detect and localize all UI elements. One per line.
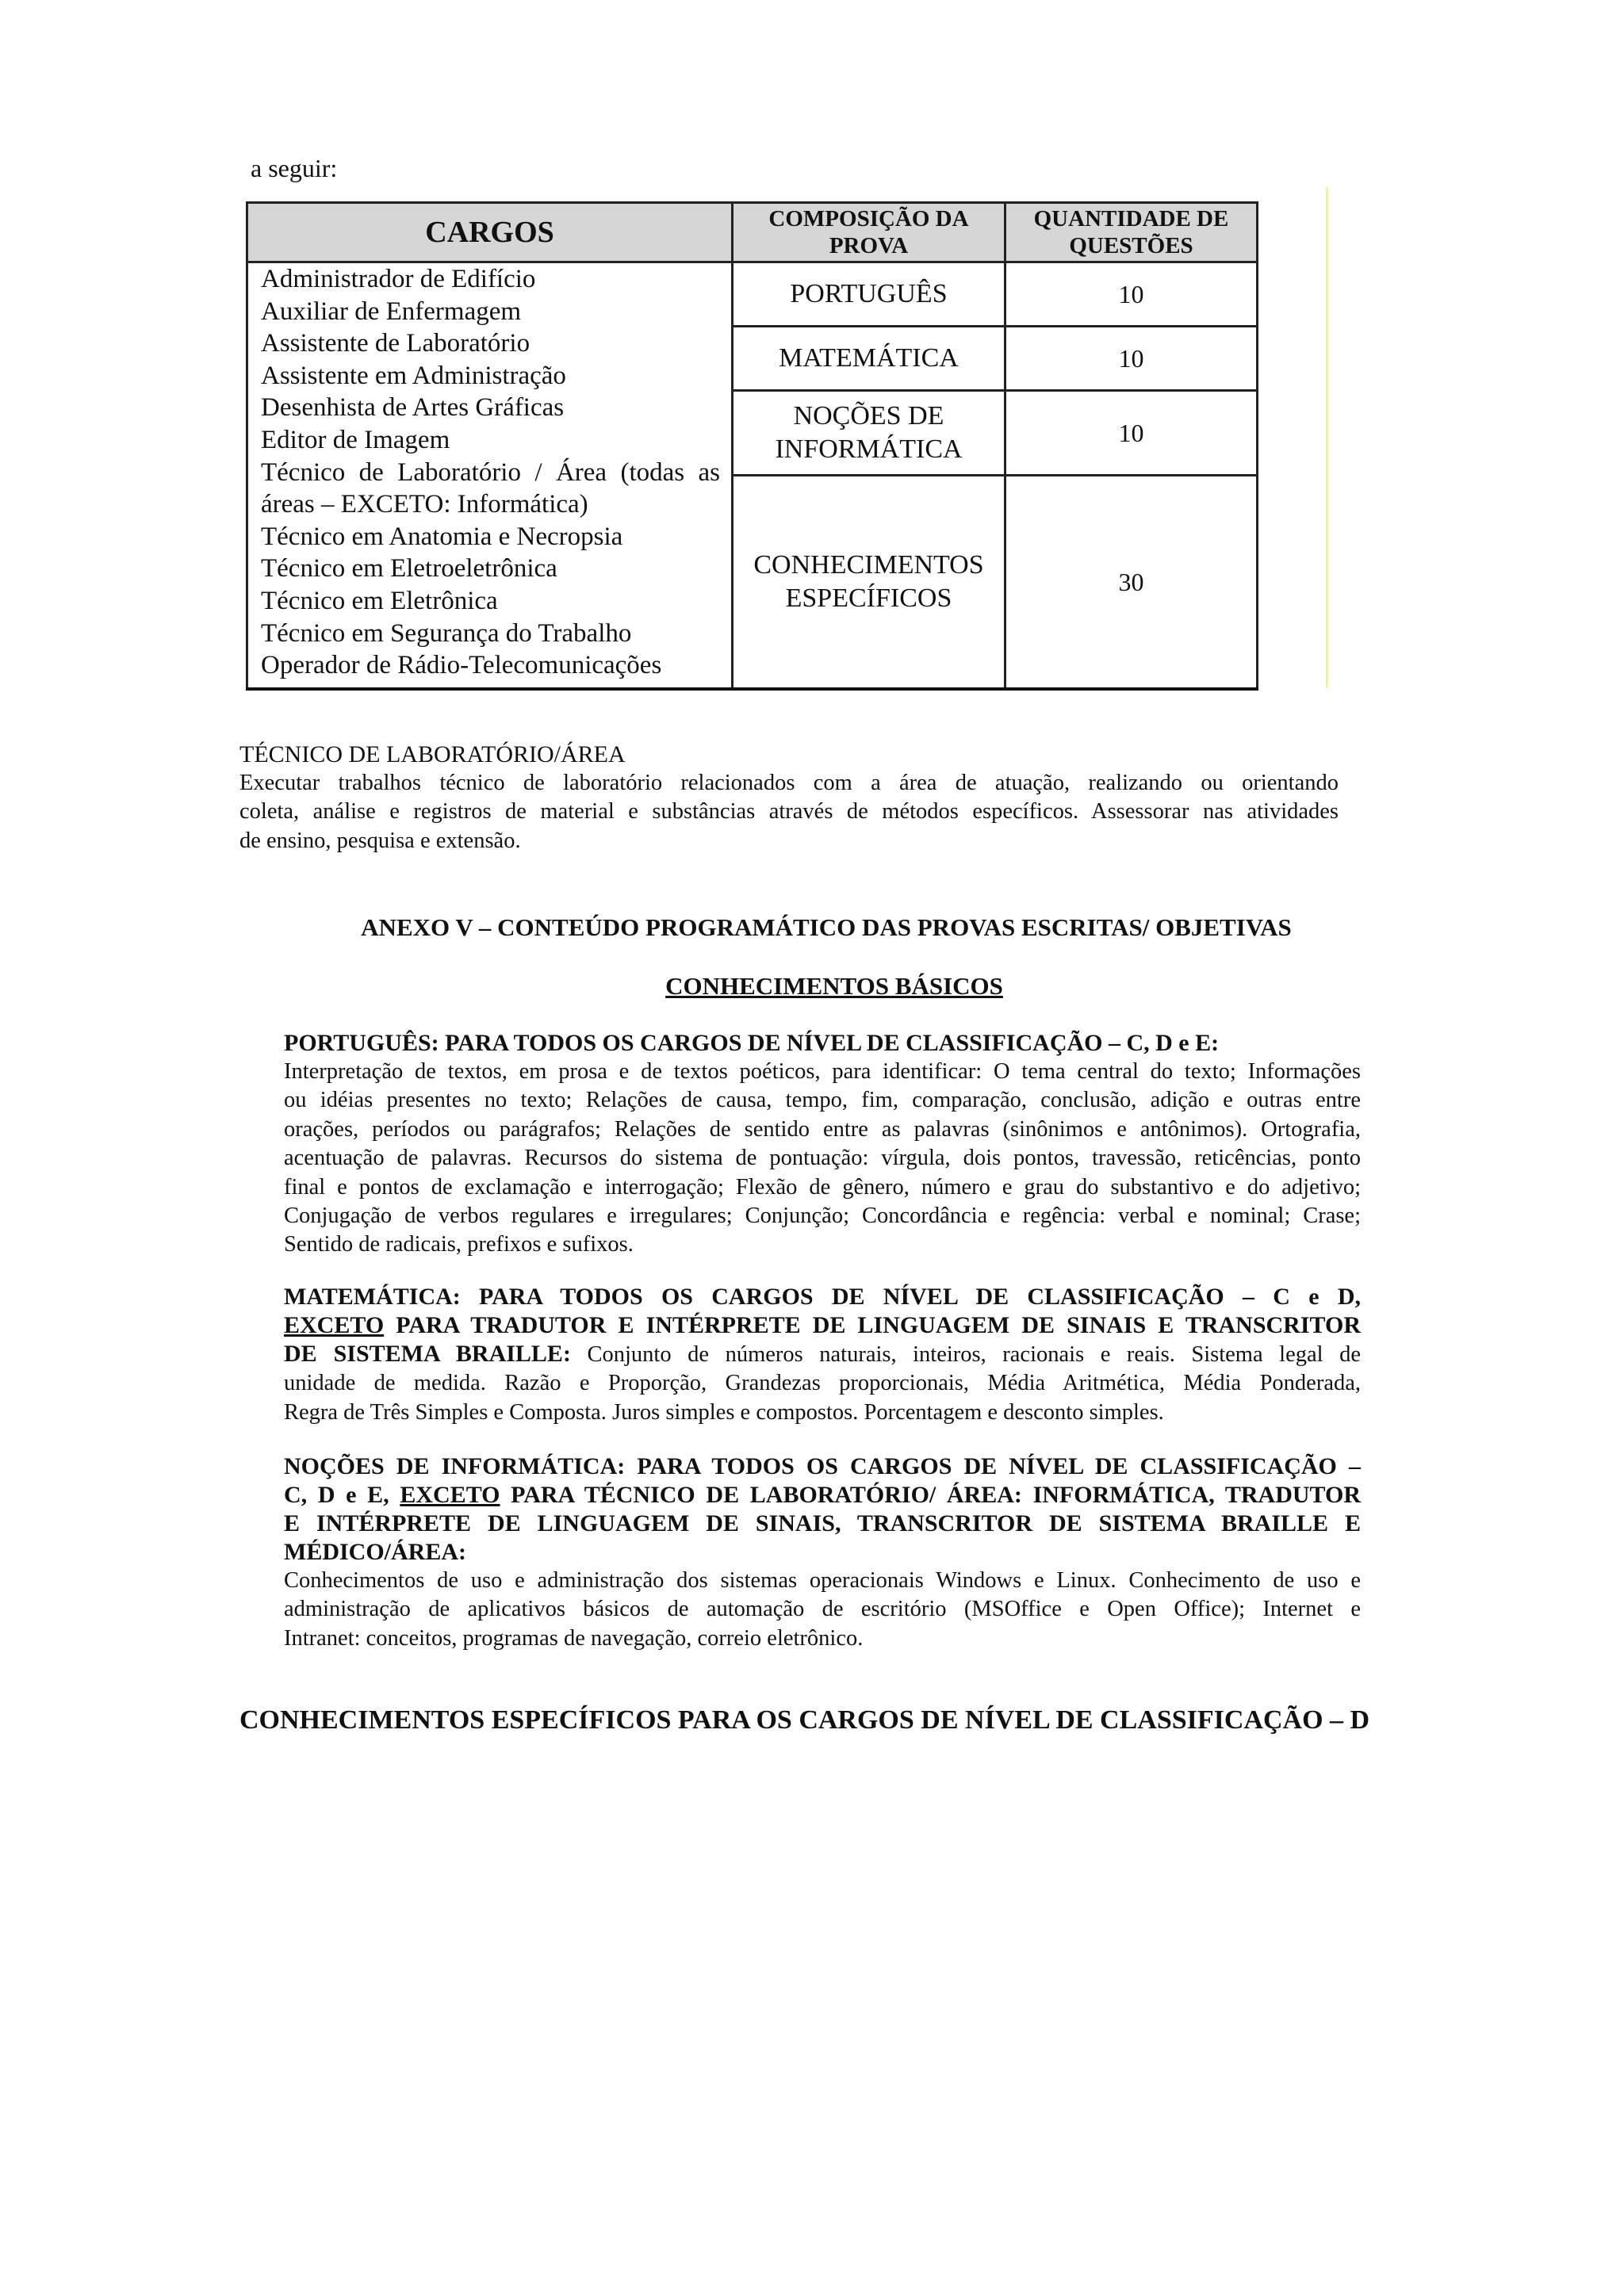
- matematica-section: [284, 1283, 1361, 1427]
- portugues-heading: PORTUGUÊS: PARA TODOS OS CARGOS DE NÍVEL DE CLASSIFICAÇÃO – C, D e E:: [284, 1030, 1220, 1056]
- tecnico-description: Executar trabalhos técnico de laboratório relacionados com a área de atuação, realizando ou orientando coleta, análise e registros de material e substâncias através de métodos específicos. Assessorar nas atividades de ensino, pesquisa e extensão.: [239, 771, 1339, 853]
- table-header-row: [247, 203, 1258, 262]
- informatica-content: Conhecimentos de uso e administração dos sistemas operacionais Windows e Linux. Conhecimento de uso e administração de aplicativos básicos de automação de escritório (MSOffice e Open Office); Internet e Intranet: conceitos, programas de navegação, correio eletrônico.: [284, 1568, 1361, 1651]
- cargo-item: Técnico em Eletrônica: [261, 586, 498, 615]
- basicos-title: CONHECIMENTOS BÁSICOS: [665, 972, 1003, 1000]
- cargo-item: Técnico em Eletroeletrônica: [261, 554, 557, 584]
- subject-cell: PORTUGUÊS: [733, 262, 1005, 327]
- cargo-item: Técnico em Segurança do Trabalho: [261, 618, 632, 648]
- table-row: [247, 262, 1258, 327]
- cargo-item: Desenhista de Artes Gráficas: [261, 393, 565, 423]
- informatica-heading: NOÇÕES DE INFORMÁTICA: PARA TODOS OS CARGOS DE NÍVEL DE CLASSIFICAÇÃO – C, D e E, EXCETO PARA TÉCNICO DE LABORATÓRIO/ ÁREA: INFORMÁTICA, TRADUTOR E INTÉRPRETE DE LINGUAGEM DE SINAIS, TRANSCRITOR DE SISTEMA BRAILLE E MÉDICO/ÁREA:: [284, 1453, 1362, 1565]
- especificos-heading: CONHECIMENTOS ESPECÍFICOS PARA OS CARGOS DE NÍVEL DE CLASSIFICAÇÃO – D: [239, 1705, 1370, 1735]
- portugues-section: [284, 1029, 1361, 1260]
- quantity-cell: 10: [1005, 391, 1258, 476]
- anexo-title: ANEXO V – CONTEÚDO PROGRAMÁTICO DAS PROVAS ESCRITAS/ OBJETIVAS: [361, 913, 1292, 941]
- cargo-item: Administrador de Edifício: [261, 265, 536, 293]
- quantity-cell: 10: [1005, 327, 1258, 391]
- informatica-section: [284, 1452, 1361, 1653]
- matematica-content: DE SISTEMA BRAILLE: Conjunto de números naturais, inteiros, racionais e reais. Sistema legal de unidade de medida. Razão e Proporção, Grandezas proporcionais, Média Aritmética, Média Ponderada, Regra de Três Simples e Composta. Juros simples e compostos. Porcentagem e desconto simples.: [284, 1341, 1361, 1425]
- cargo-item: Operador de Rádio-Telecomunicações: [261, 651, 662, 680]
- subject-cell: NOÇÕES DE INFORMÁTICA: [733, 391, 1005, 476]
- header-quantidade: QUANTIDADE DE QUESTÕES: [1005, 203, 1258, 262]
- header-composicao: COMPOSIÇÃO DA PROVA: [733, 203, 1005, 262]
- tecnico-title: TÉCNICO DE LABORATÓRIO/ÁREA: [239, 741, 626, 767]
- header-cargos: CARGOS: [247, 203, 733, 262]
- quantity-cell: 30: [1005, 476, 1258, 690]
- cargo-item: Técnico em Anatomia e Necropsia: [261, 522, 623, 551]
- quantity-cell: 10: [1005, 262, 1258, 327]
- cargo-item: Assistente em Administração: [261, 361, 566, 390]
- cargo-item: Técnico de Laboratório / Área (todas as: [261, 457, 720, 487]
- cargo-item: Assistente de Laboratório: [261, 329, 530, 358]
- cutoff-text: a seguir:: [251, 154, 338, 182]
- cargos-list: [247, 262, 733, 690]
- subject-cell: CONHECIMENTOS ESPECÍFICOS: [733, 476, 1005, 690]
- matematica-heading: MATEMÁTICA: PARA TODOS OS CARGOS DE NÍVEL DE CLASSIFICAÇÃO – C e D, EXCETO PARA TRADUTOR E INTÉRPRETE DE LINGUAGEM DE SINAIS E TRANSCRITOR: [284, 1284, 1361, 1338]
- cargo-item: áreas – EXCETO: Informática): [261, 490, 588, 519]
- cargo-item: Editor de Imagem: [261, 425, 450, 454]
- cargo-item: Auxiliar de Enfermagem: [261, 297, 522, 326]
- portugues-content: Interpretação de textos, em prosa e de textos poéticos, para identificar: O tema central do texto; Informações ou idéias presentes no texto; Relações de causa, tempo, fim, comparação, conclusão, adição e outras entre orações, períodos ou parágrafos; Relações de sentido entre as palavras (sinônimos e antônimos). Ortografia, acentuação de palavras. Recursos do sistema de pontuação: vírgula, dois pontos, travessão, reticências, ponto final e pontos de exclamação e interrogação; Flexão de gênero, número e grau do substantivo e do adjetivo; Conjugação de verbos regulares e irregulares; Conjunção; Concordância e regência: verbal e nominal; Crase; Sentido de radicais, prefixos e sufixos.: [284, 1059, 1361, 1257]
- subject-cell: MATEMÁTICA: [733, 327, 1005, 391]
- exam-composition-table: [246, 201, 1258, 691]
- margin-line: [1326, 187, 1328, 688]
